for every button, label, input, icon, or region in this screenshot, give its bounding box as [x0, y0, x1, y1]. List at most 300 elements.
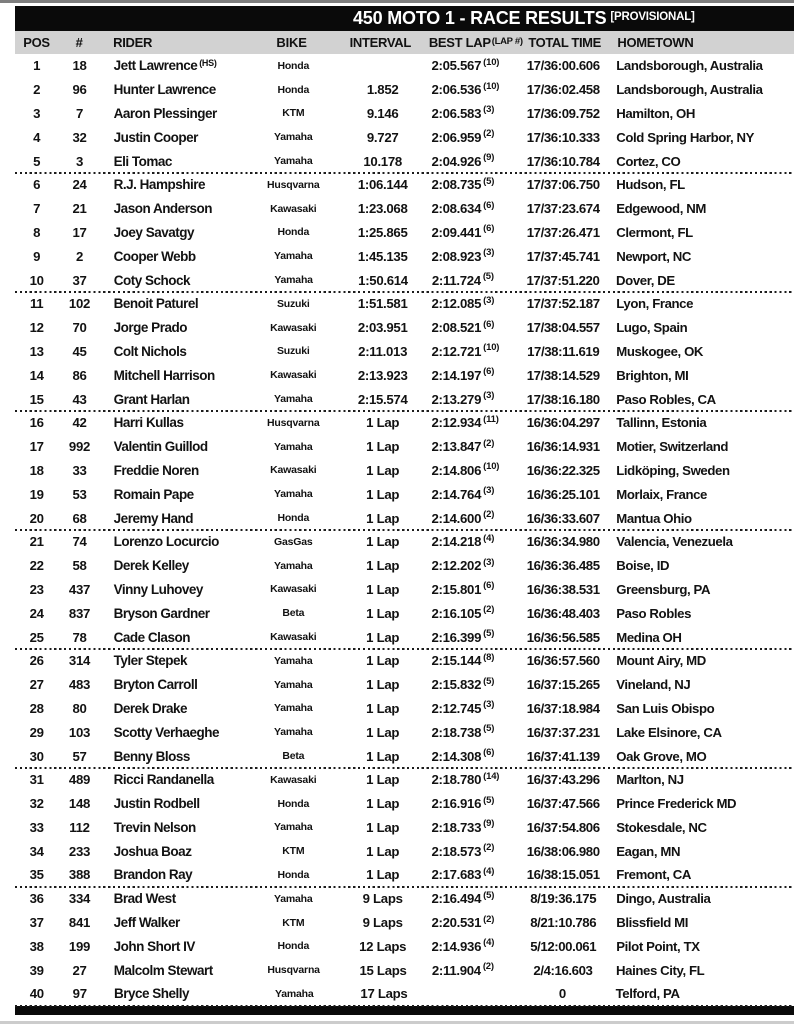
total-time-cell: 16/37:43.296	[526, 772, 600, 788]
rider-number-cell: 43	[72, 391, 87, 407]
hometown-cell: Clermont, FL	[616, 224, 693, 240]
best-lap-cell	[431, 891, 517, 906]
table-row	[15, 530, 794, 554]
rider-name-cell	[101, 392, 253, 407]
best-lap-cell	[431, 201, 517, 216]
position-cell: 30	[29, 748, 44, 764]
interval-cell: 2:11.013	[358, 343, 408, 359]
position-cell: 35	[29, 867, 44, 883]
rider-note-sup: (HS)	[199, 58, 217, 69]
hometown-cell: Marlton, NJ	[616, 772, 684, 788]
group-separator	[15, 1005, 794, 1007]
position-cell: 15	[29, 391, 44, 407]
best-lap-number-sup: (5)	[483, 794, 495, 806]
best-lap-number-sup: (5)	[482, 271, 494, 283]
position-cell: 17	[29, 439, 44, 455]
rider-name-cell	[101, 511, 253, 526]
interval-cell: 1 Lap	[366, 486, 400, 502]
rider-name-cell	[101, 368, 253, 383]
rider-number-cell: 78	[72, 629, 87, 645]
table-row	[15, 292, 794, 316]
rider-name-cell	[101, 701, 253, 716]
bike-cell: Honda	[277, 83, 310, 96]
best-lap-number-sup: (3)	[483, 294, 495, 306]
total-time-cell: 16/36:33.607	[526, 510, 600, 526]
position-cell: 39	[29, 962, 44, 978]
best-lap-cell	[431, 249, 517, 264]
table-row	[15, 697, 794, 721]
position-cell: 6	[33, 177, 41, 193]
table-row	[15, 887, 794, 911]
rider-name: Trevin Nelson	[113, 819, 196, 835]
position-cell: 7	[33, 201, 41, 217]
rider-number-cell: 80	[72, 700, 87, 716]
best-lap-number-sup: (3)	[483, 104, 495, 116]
rider-number-cell: 21	[72, 201, 87, 217]
interval-cell: 1.852	[366, 82, 399, 98]
best-lap-time: 2:05.567	[431, 58, 482, 74]
best-lap-cell	[431, 725, 517, 740]
total-time-cell: 8/21:10.786	[530, 915, 597, 931]
best-lap-cell	[431, 82, 517, 97]
rider-name-cell	[101, 320, 253, 335]
table-row	[15, 911, 794, 935]
table-row	[15, 839, 794, 863]
position-cell: 25	[29, 629, 44, 645]
group-separator	[15, 410, 794, 412]
rider-name: Justin Cooper	[113, 129, 198, 145]
rider-number-cell: 102	[68, 296, 91, 312]
rider-name: Bryson Gardner	[113, 605, 210, 621]
group-separator	[15, 291, 794, 293]
bike-cell: Husqvarna	[267, 964, 320, 977]
rider-name-cell	[101, 439, 253, 454]
table-row	[15, 125, 794, 149]
hometown-cell: Haines City, FL	[616, 962, 705, 978]
column-header-number: #	[75, 35, 83, 50]
rider-name: Benny Bloss	[113, 748, 190, 764]
interval-cell: 1 Lap	[366, 462, 400, 478]
table-row	[15, 816, 794, 840]
bike-cell: Yamaha	[274, 488, 313, 501]
rider-name-cell	[101, 630, 253, 645]
rider-name: Jorge Prado	[113, 320, 187, 336]
best-lap-number-sup: (8)	[483, 651, 495, 663]
position-cell: 32	[29, 796, 44, 812]
interval-cell: 1:23.068	[357, 201, 408, 217]
best-lap-time: 2:14.806	[431, 462, 482, 478]
best-lap-cell	[431, 320, 517, 335]
total-time-cell: 16/36:25.101	[526, 486, 600, 502]
best-lap-cell	[431, 344, 517, 359]
best-lap-cell	[431, 177, 517, 192]
table-row	[15, 934, 794, 958]
bike-cell: Yamaha	[274, 250, 313, 263]
interval-cell: 17 Laps	[360, 986, 408, 1002]
rider-name: Coty Schock	[113, 272, 191, 288]
total-time-cell: 17/38:04.557	[526, 320, 600, 336]
best-lap-number-sup: (5)	[483, 889, 495, 901]
rider-number-cell: 483	[68, 677, 91, 693]
total-time-cell: 17/38:16.180	[526, 391, 600, 407]
best-lap-cell	[431, 106, 517, 121]
best-lap-time: 2:14.936	[431, 938, 482, 954]
total-time-cell: 17/36:10.333	[526, 129, 600, 145]
position-cell: 23	[29, 581, 44, 597]
rider-name: Mitchell Harrison	[113, 367, 215, 383]
best-lap-time: 2:15.832	[431, 677, 482, 693]
best-lap-time: 2:18.573	[431, 843, 482, 859]
best-lap-number-sup: (5)	[483, 675, 495, 687]
best-lap-cell	[431, 630, 517, 645]
rider-name-cell	[101, 891, 253, 906]
interval-cell: 1 Lap	[366, 724, 400, 740]
hometown-cell: Boise, ID	[616, 558, 670, 574]
best-lap-time: 2:11.724	[431, 272, 481, 288]
position-cell: 12	[29, 320, 44, 336]
rider-number-cell: 27	[72, 962, 87, 978]
table-row	[15, 221, 794, 245]
rider-number-cell: 58	[72, 558, 87, 574]
column-header-best-lap-label: BEST LAP	[428, 35, 491, 50]
best-lap-number-sup: (3)	[483, 390, 495, 402]
hometown-cell: Motier, Switzerland	[616, 439, 729, 455]
bike-cell: Yamaha	[275, 987, 314, 1000]
total-time-cell: 17/36:09.752	[526, 105, 600, 121]
rider-number-cell: 24	[72, 177, 87, 193]
best-lap-time: 2:11.904	[431, 962, 481, 978]
position-cell: 31	[29, 772, 44, 788]
hometown-cell: Eagan, MN	[616, 843, 681, 859]
table-row	[15, 459, 794, 483]
position-cell: 3	[33, 105, 41, 121]
hometown-cell: Muskogee, OK	[616, 343, 704, 359]
best-lap-cell	[431, 772, 517, 787]
rider-name: Romain Pape	[113, 486, 194, 502]
interval-cell: 1:51.581	[357, 296, 408, 312]
position-cell: 13	[29, 343, 44, 359]
table-row	[15, 720, 794, 744]
rider-name: Bryce Shelly	[113, 986, 190, 1002]
position-cell: 2	[33, 82, 41, 98]
total-time-cell: 17/38:14.529	[526, 367, 600, 383]
total-time-cell: 17/37:26.471	[526, 224, 600, 240]
best-lap-time: 2:08.923	[431, 248, 482, 264]
best-lap-time: 2:08.634	[431, 201, 482, 217]
interval-cell: 1 Lap	[366, 581, 400, 597]
best-lap-number-sup: (6)	[483, 747, 495, 758]
table-row	[15, 173, 794, 197]
rider-name-cell	[101, 606, 253, 621]
rider-name: Freddie Noren	[113, 462, 199, 478]
column-header-hometown: HOMETOWN	[617, 35, 694, 50]
best-lap-cell	[431, 154, 517, 169]
rider-name: Justin Rodbell	[113, 796, 200, 812]
interval-cell: 1 Lap	[366, 677, 400, 693]
best-lap-time: 2:13.279	[431, 391, 482, 407]
hometown-cell: Hudson, FL	[616, 177, 685, 193]
best-lap-number-sup: (5)	[483, 628, 495, 640]
best-lap-number-sup: (3)	[483, 485, 495, 497]
column-header-bike: BIKE	[276, 35, 307, 50]
interval-cell: 1:50.614	[358, 272, 408, 288]
total-time-cell: 17/36:10.784	[526, 153, 600, 169]
interval-cell: 1 Lap	[366, 558, 400, 574]
best-lap-time: 2:06.959	[431, 129, 482, 145]
rider-number-cell: 334	[68, 891, 91, 907]
bike-cell: Yamaha	[274, 559, 313, 572]
table-row	[15, 316, 794, 340]
rider-name-cell	[101, 986, 254, 1001]
best-lap-cell	[431, 225, 517, 240]
rider-number-cell: 841	[68, 915, 91, 931]
bike-cell: Suzuki	[276, 345, 310, 358]
best-lap-cell	[431, 463, 517, 478]
bike-cell: KTM	[282, 916, 305, 929]
table-row	[15, 435, 794, 459]
group-separator	[15, 648, 794, 650]
hometown-cell: Paso Robles, CA	[616, 391, 716, 407]
position-cell: 1	[33, 58, 41, 74]
total-time-cell: 16/36:57.560	[526, 653, 600, 669]
best-lap-number-sup: (6)	[483, 223, 495, 235]
best-lap-cell	[431, 368, 517, 383]
hometown-cell: Vineland, NJ	[616, 677, 691, 693]
bike-cell: Yamaha	[274, 702, 313, 715]
bike-cell: Yamaha	[274, 131, 313, 144]
best-lap-cell	[431, 653, 517, 668]
bike-cell: Honda	[277, 226, 310, 239]
bottom-bar	[15, 1006, 794, 1015]
total-time-cell: 16/36:14.931	[526, 439, 600, 455]
rider-name: Derek Kelley	[113, 558, 189, 574]
best-lap-time: 2:08.735	[431, 177, 482, 193]
rider-name-cell	[101, 296, 253, 311]
rider-name-cell	[101, 415, 253, 430]
group-separator	[15, 767, 794, 769]
group-separator	[15, 886, 794, 888]
rider-name: Scotty Verhaeghe	[113, 724, 219, 740]
position-cell: 19	[29, 486, 44, 502]
rider-name-cell	[101, 463, 253, 478]
best-lap-number-sup: (6)	[483, 366, 495, 378]
best-lap-time: 2:13.847	[431, 439, 482, 455]
position-cell: 4	[33, 129, 41, 145]
total-time-cell: 8/19:36.175	[530, 891, 597, 907]
position-cell: 8	[33, 224, 41, 240]
rider-name-cell	[101, 915, 253, 930]
position-cell: 11	[29, 296, 44, 312]
best-lap-number-sup: (3)	[483, 556, 495, 568]
hometown-cell: Morlaix, France	[616, 486, 707, 502]
rider-name-cell	[101, 130, 253, 145]
rider-number-cell: 96	[72, 82, 87, 98]
rider-name: Lorenzo Locurcio	[113, 534, 219, 550]
rider-name: Jeremy Hand	[113, 510, 193, 526]
best-lap-cell	[431, 439, 517, 454]
rider-number-cell: 199	[68, 938, 91, 954]
total-time-cell: 16/36:48.403	[526, 605, 600, 621]
best-lap-number-sup: (9)	[483, 818, 495, 830]
bike-cell: Kawasaki	[270, 369, 317, 382]
bike-cell: Yamaha	[274, 678, 313, 691]
best-lap-cell	[431, 415, 517, 430]
bike-cell: Honda	[277, 512, 310, 525]
position-cell: 9	[33, 248, 41, 264]
position-cell: 22	[29, 558, 44, 574]
best-lap-number-sup: (10)	[483, 80, 500, 92]
rider-name-cell	[101, 249, 253, 264]
bike-cell: GasGas	[274, 535, 313, 548]
rider-name-cell	[101, 201, 253, 216]
table-row	[15, 363, 794, 387]
rider-number-cell: 33	[72, 462, 87, 478]
rider-number-cell: 992	[68, 439, 91, 455]
rider-name: Colt Nichols	[113, 343, 187, 359]
hometown-cell: Oak Grove, MO	[616, 748, 707, 764]
rider-number-cell: 837	[68, 605, 91, 621]
rider-number-cell: 2	[75, 248, 83, 264]
best-lap-time: 2:12.934	[431, 415, 482, 431]
position-cell: 24	[29, 605, 44, 621]
best-lap-cell	[431, 844, 517, 859]
best-lap-time: 2:08.521	[431, 320, 482, 336]
bike-cell: Kawasaki	[270, 202, 317, 215]
table-row	[15, 268, 794, 292]
total-time-cell: 17/37:45.741	[526, 248, 600, 264]
table-row	[15, 149, 794, 173]
best-lap-number-sup: (4)	[483, 865, 495, 877]
bike-cell: Beta	[282, 607, 305, 620]
interval-cell: 12 Laps	[359, 938, 407, 954]
position-cell: 38	[29, 938, 44, 954]
bike-cell: KTM	[282, 845, 305, 858]
total-time-cell: 16/37:41.139	[526, 748, 600, 764]
rider-name: John Short IV	[113, 938, 195, 954]
hometown-cell: Blissfield MI	[616, 915, 688, 931]
rider-name: Valentin Guillod	[113, 439, 208, 455]
results-body	[0, 54, 794, 1007]
best-lap-time: 2:06.583	[431, 105, 482, 121]
position-cell: 40	[29, 986, 44, 1002]
bike-cell: Yamaha	[274, 654, 313, 667]
rider-number-cell: 7	[75, 105, 83, 121]
rider-name: Aaron Plessinger	[113, 105, 217, 121]
rider-name: Benoit Paturel	[113, 296, 199, 312]
best-lap-cell	[431, 558, 517, 573]
rider-name: Cade Clason	[113, 629, 190, 645]
best-lap-time: 2:16.916	[431, 796, 482, 812]
bike-cell: Yamaha	[274, 726, 313, 739]
position-cell: 10	[29, 272, 44, 288]
best-lap-time: 2:14.197	[431, 367, 482, 383]
best-lap-time: 2:15.801	[431, 581, 482, 597]
rider-number-cell: 112	[69, 819, 90, 835]
total-time-cell: 17/37:51.220	[526, 272, 600, 288]
best-lap-time: 2:09.441	[431, 224, 482, 240]
interval-cell: 2:13.923	[357, 367, 408, 383]
rider-number-cell: 18	[72, 58, 87, 74]
rider-number-cell: 32	[72, 129, 87, 145]
rider-name: Cooper Webb	[113, 248, 196, 264]
table-row	[15, 744, 794, 768]
total-time-cell: 16/36:36.485	[526, 558, 600, 574]
table-row	[15, 506, 794, 530]
rider-name: Jeff Walker	[113, 915, 180, 931]
total-time-cell: 16/37:47.566	[526, 796, 600, 812]
interval-cell: 1 Lap	[366, 510, 400, 526]
best-lap-number-sup: (2)	[483, 913, 495, 925]
group-separator	[15, 172, 794, 174]
best-lap-number-sup: (9)	[483, 152, 495, 164]
position-cell: 21	[29, 534, 44, 550]
hometown-cell: Telford, PA	[615, 986, 680, 1002]
table-row	[15, 625, 794, 649]
rider-name: Brandon Ray	[113, 867, 193, 883]
best-lap-cell	[431, 487, 517, 502]
position-cell: 5	[33, 153, 41, 169]
table-row	[15, 982, 794, 1006]
total-time-cell: 16/36:04.297	[526, 415, 600, 431]
best-lap-time: 2:12.202	[431, 558, 482, 574]
rider-name-cell	[101, 82, 253, 97]
rider-name: Ricci Randanella	[113, 772, 214, 788]
rider-name: Jett Lawrence	[113, 58, 198, 74]
rider-name-cell	[101, 273, 253, 288]
table-row	[15, 482, 794, 506]
table-row	[15, 340, 794, 364]
table-row	[15, 578, 794, 602]
hometown-cell: Lyon, France	[616, 296, 694, 312]
rider-name: Joey Savatgy	[113, 224, 194, 240]
total-time-cell: 17/36:02.458	[526, 82, 600, 98]
bike-cell: Kawasaki	[270, 773, 317, 786]
table-row	[15, 411, 794, 435]
hometown-cell: Landsborough, Australia	[616, 58, 763, 74]
hometown-cell: Lugo, Spain	[616, 320, 688, 336]
hometown-cell: Greensburg, PA	[616, 581, 711, 597]
best-lap-number-sup: (2)	[483, 604, 495, 616]
interval-cell: 1 Lap	[366, 653, 400, 669]
position-cell: 36	[29, 891, 44, 907]
position-cell: 37	[29, 915, 44, 931]
table-row	[15, 244, 794, 268]
total-time-cell: 17/38:11.619	[527, 343, 600, 359]
rider-name-cell	[101, 963, 253, 978]
best-lap-number-sup: (4)	[483, 532, 495, 544]
best-lap-number-sup: (11)	[483, 413, 499, 425]
position-cell: 16	[29, 415, 44, 431]
best-lap-time: 2:12.721	[431, 343, 482, 359]
top-edge-line	[0, 0, 794, 3]
interval-cell: 1 Lap	[366, 843, 400, 859]
bike-cell: Yamaha	[274, 892, 313, 905]
position-cell: 33	[29, 819, 44, 835]
best-lap-time: 2:18.733	[431, 819, 482, 835]
best-lap-number-sup: (4)	[483, 937, 495, 949]
best-lap-time: 2:18.738	[431, 724, 482, 740]
hometown-cell: Dover, DE	[616, 272, 675, 288]
best-lap-cell	[431, 867, 517, 882]
bike-cell: Yamaha	[274, 440, 313, 453]
best-lap-cell	[431, 511, 517, 526]
position-cell: 29	[29, 724, 44, 740]
position-cell: 27	[29, 677, 44, 693]
best-lap-cell	[431, 701, 517, 716]
rider-name-cell	[101, 820, 253, 835]
hometown-cell: Landsborough, Australia	[616, 82, 763, 98]
rider-name-cell	[101, 677, 253, 692]
